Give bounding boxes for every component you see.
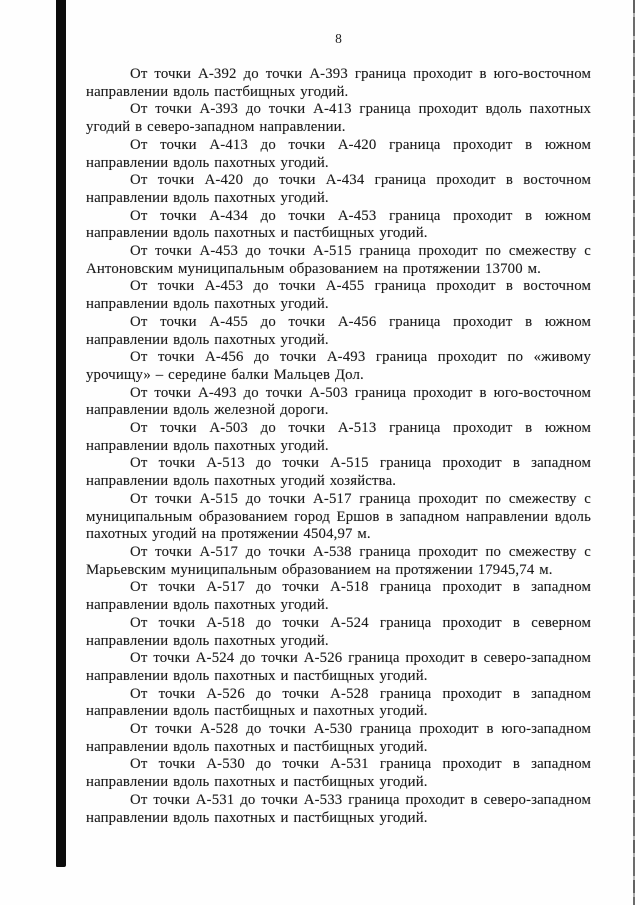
paragraph: От точки А-517 до точки А-518 граница проходит в западном направлении вдоль пахотных угодий. xyxy=(86,579,591,614)
paragraph: От точки А-493 до точки А-503 граница проходит в юго-восточном направлении вдоль железной дороги. xyxy=(86,384,591,419)
paragraph: От точки А-518 до точки А-524 граница проходит в северном направлении вдоль пахотных угодий. xyxy=(86,614,591,649)
paragraph: От точки А-392 до точки А-393 граница проходит в юго-восточном направлении вдоль пастбищных угодий. xyxy=(86,66,591,100)
paragraph: От точки А-453 до точки А-455 граница проходит в восточном направлении вдоль пахотных угодий. xyxy=(86,278,591,313)
scan-artifact-bar-left xyxy=(56,0,66,867)
paragraph: От точки А-531 до точки А-533 граница проходит в северо-западном направлении вдоль пахотных и пастбищных угодий. xyxy=(86,791,591,826)
paragraph: От точки А-456 до точки А-493 граница проходит по «живому урочищу» – середине балки Мальцев Дол. xyxy=(86,349,591,383)
text-block xyxy=(86,66,591,827)
scan-artifact-line-right xyxy=(633,0,635,905)
paragraph: От точки А-517 до точки А-538 граница проходит по смежеству с Марьевским муниципальным образованием на протяжении 17945,74 м. xyxy=(86,543,591,578)
paragraph: От точки А-434 до точки А-453 граница проходит в южном направлении вдоль пахотных и пастбищных угодий. xyxy=(86,207,591,242)
page-number: 8 xyxy=(335,31,342,46)
paragraph: От точки А-413 до точки А-420 граница проходит в южном направлении вдоль пахотных угодий. xyxy=(86,136,591,171)
paragraph: От точки А-526 до точки А-528 граница проходит в западном направлении вдоль пастбищных и пахотных угодий. xyxy=(86,685,591,720)
paragraph: От точки А-513 до точки А-515 граница проходит в западном направлении вдоль пахотных угодий хозяйства. xyxy=(86,455,591,490)
paragraph: От точки А-524 до точки А-526 граница проходит в северо-западном направлении вдоль пахотных и пастбищных угодий. xyxy=(86,650,591,684)
paragraph: От точки А-453 до точки А-515 граница проходит по смежеству с Антоновским муниципальным образованием на протяжении 13700 м. xyxy=(86,243,591,277)
paragraph: От точки А-420 до точки А-434 граница проходит в восточном направлении вдоль пахотных угодий. xyxy=(86,172,591,206)
paragraph: От точки А-503 до точки А-513 граница проходит в южном направлении вдоль пахотных угодий. xyxy=(86,420,591,454)
paragraph: От точки А-528 до точки А-530 граница проходит в юго-западном направлении вдоль пахотных и пастбищных угодий. xyxy=(86,721,591,755)
paragraph: От точки А-393 до точки А-413 граница проходит вдоль пахотных угодий в северо-западном направлении. xyxy=(86,101,591,136)
paragraph: От точки А-530 до точки А-531 граница проходит в западном направлении вдоль пахотных и пастбищных угодий. xyxy=(86,756,591,791)
paragraph: От точки А-455 до точки А-456 граница проходит в южном направлении вдоль пахотных угодий. xyxy=(86,313,591,348)
paragraph: От точки А-515 до точки А-517 граница проходит по смежеству с муниципальным образованием город Ершов в западном направлении вдоль пахотных угодий на протяжении 4504,97 м. xyxy=(86,490,591,543)
